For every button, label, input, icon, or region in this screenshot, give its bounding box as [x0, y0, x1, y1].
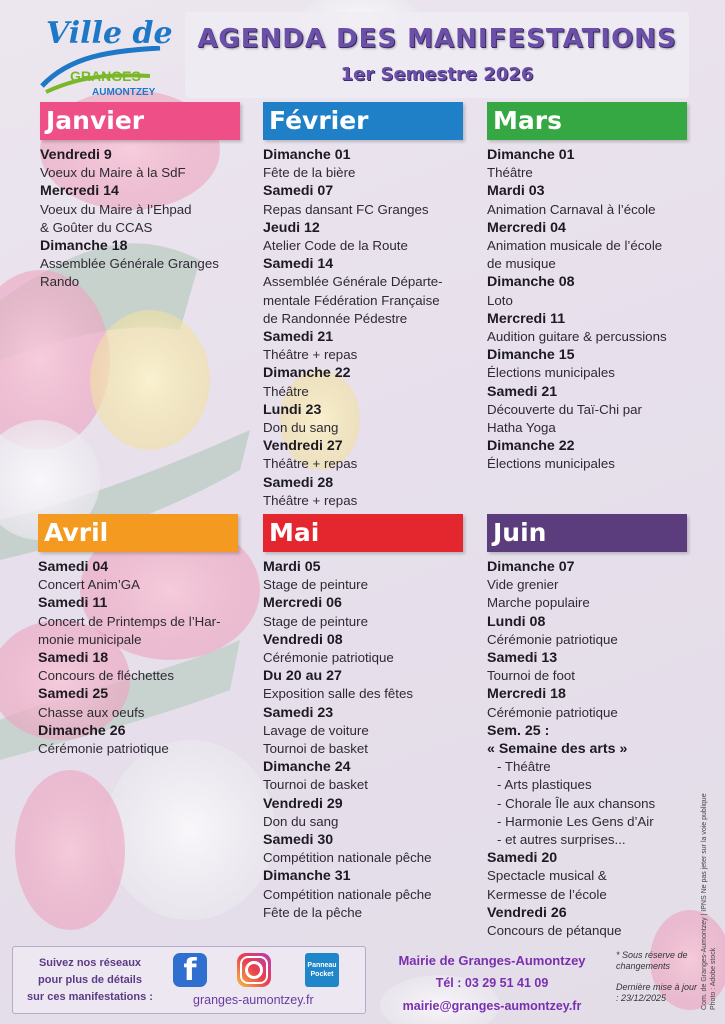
event-description: Animation musicale de l’école [487, 238, 663, 254]
event-description: Repas dansant FC Granges [263, 201, 429, 217]
event-description: - Harmonie Les Gens d’Air [497, 813, 654, 829]
month-fevrier [263, 102, 463, 510]
event-list [487, 146, 687, 474]
event-date: Mercredi 04 [487, 219, 566, 236]
month-mai [263, 514, 463, 922]
event-description: Atelier Code de la Route [263, 238, 408, 254]
event-list [263, 146, 463, 510]
mairie-name: Mairie de Granges-Aumontzey [398, 953, 586, 968]
event-date: Samedi 07 [263, 183, 334, 200]
logo-ville-de: Ville de [46, 16, 173, 51]
event-date: Mercredi 11 [487, 310, 566, 327]
month-header-mars: Mars [487, 102, 687, 140]
event-description: Marche populaire [487, 595, 590, 611]
event-description: Compétition nationale pêche [263, 886, 432, 902]
event-date: Mercredi 18 [487, 686, 566, 703]
event-description: mentale Fédération Française [263, 292, 440, 308]
event-list [40, 146, 240, 292]
event-date: Dimanche 26 [38, 722, 126, 739]
event-date: Dimanche 01 [487, 147, 575, 163]
event-date: Samedi 25 [38, 686, 109, 703]
event-date: Dimanche 01 [263, 147, 351, 163]
event-description: Théâtre + repas [263, 492, 358, 508]
event-description: Exposition salle des fêtes [263, 686, 414, 702]
event-description: Tournoi de basket [263, 777, 368, 793]
event-date: Dimanche 22 [263, 365, 351, 382]
event-description: - Arts plastiques [497, 777, 592, 793]
event-description: Kermesse de l’école [487, 886, 607, 902]
event-list [263, 558, 463, 922]
town-logo [40, 10, 180, 100]
event-date: Samedi 23 [263, 704, 334, 721]
notes [616, 950, 698, 1004]
event-date: Samedi 04 [38, 559, 109, 575]
event-date: Dimanche 18 [40, 238, 128, 255]
panneau-pocket-icon[interactable]: Panneau Pocket [305, 953, 339, 987]
event-description: Audition guitare & percussions [487, 329, 667, 345]
event-description: - Théâtre [497, 759, 551, 775]
event-description: Spectacle musical & [487, 868, 607, 884]
event-description: Fête de la pêche [263, 904, 363, 920]
event-description: Théâtre [263, 383, 309, 399]
event-date: Vendredi 29 [263, 795, 343, 812]
facebook-icon[interactable]: f [173, 953, 207, 987]
event-description: - Chorale Île aux chansons [497, 795, 656, 811]
event-date: Mardi 03 [487, 183, 545, 200]
event-description: Vide grenier [487, 577, 559, 593]
event-date: Mardi 05 [263, 559, 321, 575]
month-header-janvier: Janvier [40, 102, 240, 140]
month-avril [38, 514, 238, 758]
event-date: Samedi 18 [38, 650, 109, 667]
event-description: Assemblée Générale Granges [40, 256, 219, 272]
event-description: Cérémonie patriotique [487, 704, 618, 720]
event-list [487, 558, 687, 940]
event-date: Samedi 21 [487, 383, 558, 400]
month-header-mai: Mai [263, 514, 463, 552]
event-description: Stage de peinture [263, 577, 368, 593]
event-description: Élections municipales [487, 456, 615, 472]
follow-text: Suivez nos réseaux pour plus de détails sur ces manifestations : [27, 957, 153, 1003]
event-date: Lundi 08 [487, 613, 546, 630]
event-description: & Goûter du CCAS [40, 219, 153, 235]
event-description: Cérémonie patriotique [487, 631, 618, 647]
event-date: Samedi 11 [38, 595, 108, 612]
event-description: Élections municipales [487, 365, 615, 381]
credits-vertical: Com. de Granges-Aumontzey | IPNS Ne pas jeter sur la voie publique Photo : Adobe stock [701, 793, 717, 1010]
page-subtitle: 1er Semestre 2026 [340, 64, 534, 85]
event-description: Tournoi de basket [263, 741, 368, 757]
event-description: Chasse aux oeufs [38, 704, 145, 720]
website-link[interactable]: granges-aumontzey.fr [193, 993, 314, 1007]
event-date: Dimanche 15 [487, 347, 575, 364]
event-description: Lavage de voiture [263, 722, 369, 738]
event-description: Loto [487, 292, 513, 308]
event-description: Don du sang [263, 813, 339, 829]
event-date: Dimanche 24 [263, 759, 351, 776]
month-header-avril: Avril [38, 514, 238, 552]
event-description: Rando [40, 274, 80, 290]
event-description: monie municipale [38, 631, 142, 647]
event-description: Fête de la bière [263, 165, 356, 181]
event-description: - et autres surprises... [497, 832, 626, 848]
event-description: Concours de pétanque [487, 923, 622, 939]
event-date: Dimanche 08 [487, 274, 575, 291]
event-date: Jeudi 12 [263, 219, 320, 236]
instagram-icon[interactable] [237, 953, 271, 987]
event-description: Concert Anim’GA [38, 577, 140, 593]
event-date: Sem. 25 : [487, 722, 550, 739]
event-description: Animation Carnaval à l’école [487, 201, 656, 217]
social-box [12, 946, 366, 1014]
event-date: Vendredi 08 [263, 631, 343, 648]
event-description: Assemblée Générale Départe- [263, 274, 443, 290]
event-date: Samedi 13 [487, 650, 558, 667]
event-date: Dimanche 07 [487, 559, 575, 575]
event-date: Vendredi 27 [263, 438, 343, 455]
event-description: Compétition nationale pêche [263, 850, 432, 866]
event-date: Dimanche 22 [487, 438, 575, 455]
event-description: Cérémonie patriotique [263, 650, 394, 666]
month-header-fevrier: Février [263, 102, 463, 140]
event-description: Don du sang [263, 420, 339, 436]
event-list [38, 558, 238, 758]
event-description: Stage de peinture [263, 613, 368, 629]
event-date: Vendredi 9 [40, 147, 112, 163]
page-header [185, 12, 689, 98]
event-description: Théâtre [487, 165, 533, 181]
event-description: Découverte du Taï-Chi par [487, 401, 642, 417]
event-description: de musique [487, 256, 556, 272]
mairie-contact [372, 950, 612, 1018]
event-date: Mercredi 14 [40, 183, 119, 200]
month-header-juin: Juin [487, 514, 687, 552]
event-description: Tournoi de foot [487, 668, 575, 684]
event-description: Hatha Yoga [487, 420, 556, 436]
event-date: Vendredi 26 [487, 904, 567, 921]
event-date: « Semaine des arts » [487, 741, 628, 758]
event-date: Mercredi 06 [263, 595, 342, 612]
event-date: Du 20 au 27 [263, 668, 342, 685]
event-description: Voeux du Maire à la SdF [40, 165, 186, 181]
event-date: Lundi 23 [263, 401, 322, 418]
event-description: Cérémonie patriotique [38, 741, 169, 757]
event-description: de Randonnée Pédestre [263, 310, 408, 326]
logo-granges: GRANGES [70, 68, 141, 84]
logo-aumontzey: AUMONTZEY [92, 87, 156, 98]
mairie-phone[interactable]: Tél : 03 29 51 41 09 [435, 976, 549, 990]
mairie-email[interactable]: mairie@granges-aumontzey.fr [402, 999, 582, 1013]
event-date: Samedi 20 [487, 850, 558, 867]
event-description: Concours de fléchettes [38, 668, 175, 684]
month-juin [487, 514, 687, 940]
event-date: Samedi 28 [263, 474, 334, 491]
event-description: Voeux du Maire à l’Ehpad [40, 201, 192, 217]
event-date: Samedi 21 [263, 329, 334, 346]
event-date: Samedi 14 [263, 256, 334, 273]
event-date: Samedi 30 [263, 832, 334, 849]
event-description: Théâtre + repas [263, 347, 358, 363]
month-janvier [40, 102, 240, 292]
event-description: Concert de Printemps de l’Har- [38, 613, 221, 629]
update-note: Dernière mise à jour : 23/12/2025 [616, 982, 698, 1003]
event-date: Dimanche 31 [263, 868, 351, 885]
page-title: AGENDA DES MANIFESTATIONS [197, 24, 677, 54]
month-mars [487, 102, 687, 474]
event-description: Théâtre + repas [263, 456, 358, 472]
reserve-note: * Sous réserve de changements [616, 950, 688, 971]
